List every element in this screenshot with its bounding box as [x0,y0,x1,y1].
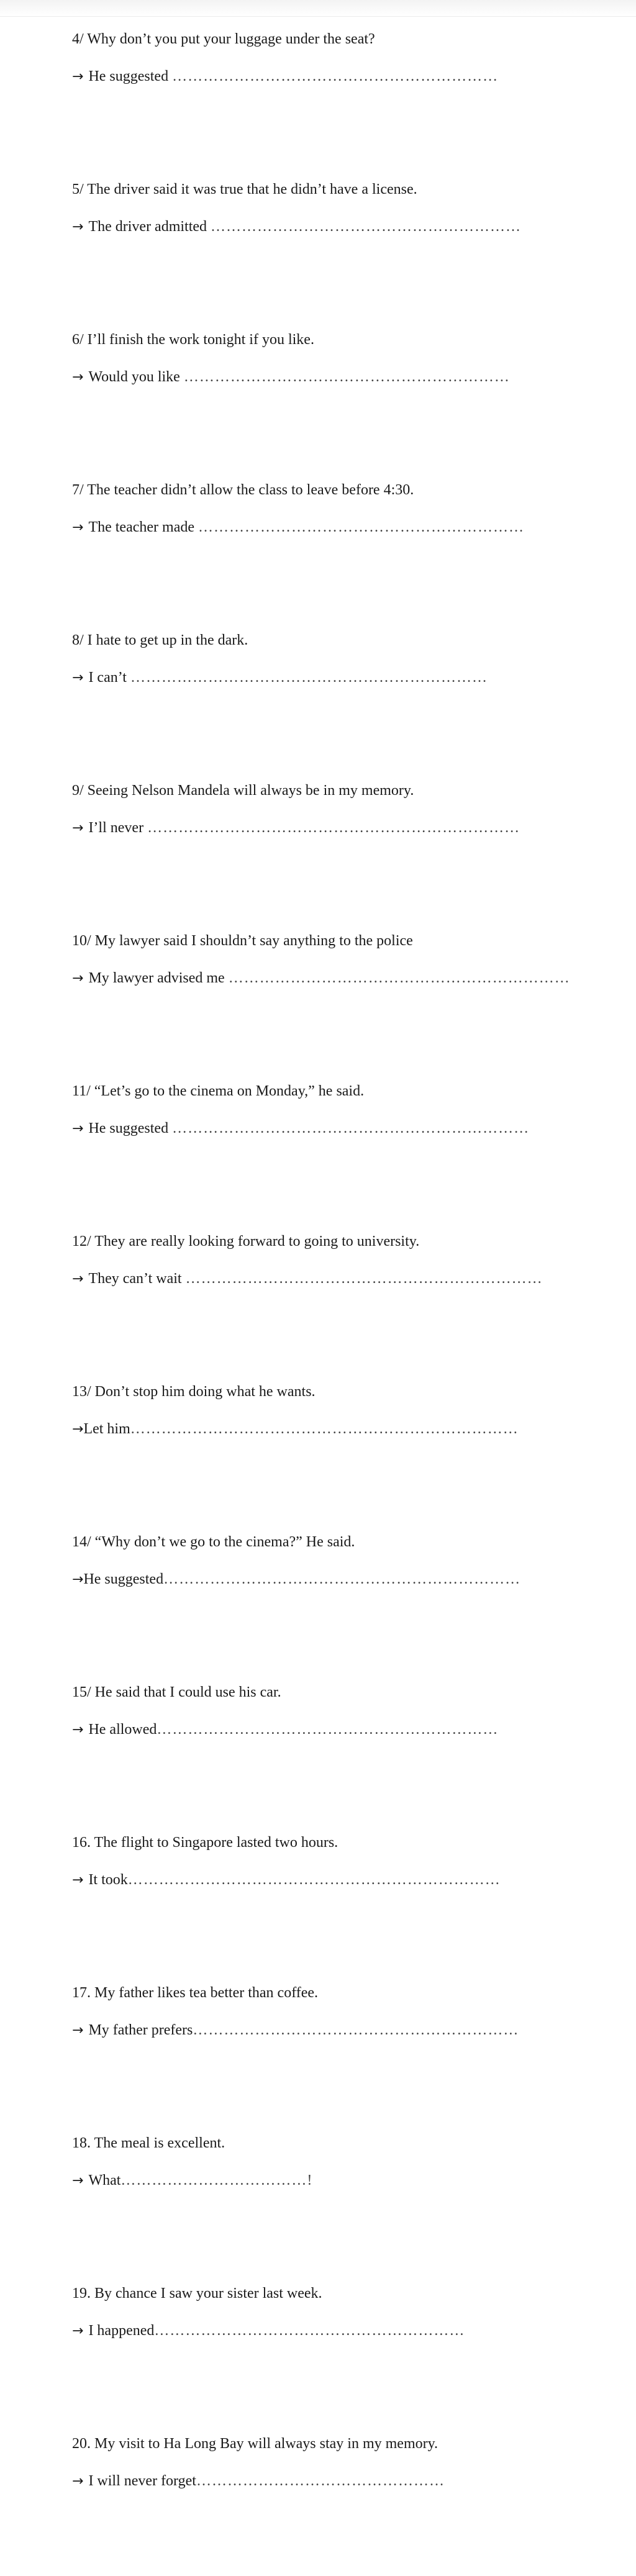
answer-line[interactable] [72,2316,619,2354]
answer-blank[interactable]: ………………………………! [120,2172,313,2188]
answer-stem: I can’t [88,669,127,686]
exercise-item [72,1528,619,1678]
answer-line[interactable] [72,1866,619,1903]
answer-stem: He suggested [88,68,169,84]
exercise-item [72,1227,619,1377]
answer-stem: He suggested [83,1571,164,1587]
answer-blank[interactable]: …………………………………………………………… [163,1571,521,1587]
answer-stem: My father prefers [88,2022,193,2038]
answer-stem: They can’t wait [88,1271,182,1287]
answer-line[interactable] [72,1264,619,1302]
exercise-prompt: 16. The flight to Singapore lasted two hours. [72,1834,338,1851]
exercise-prompt: 20. My visit to Ha Long Bay will always stay in my memory. [72,2436,438,2452]
exercise-item [72,1377,619,1528]
answer-line[interactable] [72,212,619,250]
answer-blank[interactable]: ……………………………………………………… [193,2022,519,2038]
answer-blank[interactable]: …………………………………………………… [211,219,522,235]
exercise-item [72,1828,619,1979]
answer-blank[interactable]: ……………………………………………………………… [147,820,520,836]
answer-line[interactable] [72,2467,619,2505]
answer-line[interactable] [72,1565,619,1603]
answer-line[interactable] [72,2016,619,2054]
answer-blank[interactable]: ……………………………………………………… [198,519,524,535]
exercise-prompt: 12/ They are really looking forward to going to university. [72,1233,420,1249]
exercise-prompt: 6/ I’ll finish the work tonight if you like. [72,332,314,348]
exercise-prompt: 13/ Don’t stop him doing what he wants. [72,1384,316,1400]
answer-stem: It took [88,1872,128,1888]
exercise-prompt: 9/ Seeing Nelson Mandela will always be in my memory. [72,782,414,799]
exercise-item [72,776,619,927]
arrow-icon: → [72,69,84,84]
exercise-prompt: 4/ Why don’t you put your luggage under the seat? [72,31,375,47]
exercise-prompt: 5/ The driver said it was true that he didn’t have a license. [72,181,417,197]
exercise-item [72,476,619,626]
answer-blank[interactable]: …………………………………………………………… [172,1120,530,1136]
answer-stem: Let him [83,1421,130,1437]
answer-line[interactable] [72,964,619,1002]
arrow-icon: → [72,1572,84,1587]
exercise-item [72,2429,619,2576]
answer-stem: He allowed [88,1721,157,1738]
exercise-item [72,1678,619,1828]
arrow-icon: → [72,2173,84,2188]
arrow-icon: → [72,670,84,686]
answer-stem: I’ll never [88,820,144,836]
arrow-icon: → [72,820,84,836]
arrow-icon: → [72,1271,84,1287]
answer-blank[interactable]: …………………………………………………… [154,2323,465,2339]
arrow-icon: → [72,2323,84,2339]
answer-line[interactable] [72,1415,619,1453]
answer-stem: The driver admitted [88,219,207,235]
answer-line[interactable] [72,2166,619,2204]
page-top-edge [0,0,636,17]
answer-stem: I happened [88,2323,155,2339]
answer-line[interactable] [72,1715,619,1753]
answer-line[interactable] [72,62,619,100]
exercise-item [72,25,619,175]
answer-line[interactable] [72,363,619,401]
answer-blank[interactable]: ………………………………………………………… [228,970,570,986]
answer-stem: My lawyer advised me [88,970,225,986]
answer-blank[interactable]: ………………………………………………………………… [130,1421,519,1437]
answer-blank[interactable]: …………………………………………………………… [185,1271,543,1287]
exercise-item [72,175,619,325]
answer-stem: The teacher made [88,519,194,535]
exercise-prompt: 10/ My lawyer said I shouldn’t say anything to the police [72,933,413,949]
arrow-icon: → [72,971,84,986]
arrow-icon: → [72,1872,84,1888]
answer-line[interactable] [72,814,619,851]
exercise-prompt: 8/ I hate to get up in the dark. [72,632,248,648]
answer-blank[interactable]: ………………………………………… [196,2473,445,2489]
answer-line[interactable] [72,513,619,551]
arrow-icon: → [72,370,84,385]
arrow-icon: → [72,2474,84,2489]
exercise-item [72,927,619,1077]
answer-line[interactable] [72,1114,619,1152]
arrow-icon: → [72,1422,84,1437]
exercise-item [72,2279,619,2429]
answer-blank[interactable]: …………………………………………………………… [130,669,488,686]
answer-line[interactable] [72,663,619,701]
answer-stem: I will never forget [88,2473,196,2489]
exercise-item [72,2129,619,2279]
arrow-icon: → [72,520,84,535]
exercise-prompt: 11/ “Let’s go to the cinema on Monday,” he said. [72,1083,365,1099]
answer-stem: Would you like [88,369,180,385]
arrow-icon: → [72,1722,84,1738]
exercise-item [72,626,619,776]
answer-blank[interactable]: ……………………………………………………………… [127,1872,501,1888]
exercise-prompt: 7/ The teacher didn’t allow the class to leave before 4:30. [72,482,414,498]
answer-blank[interactable]: ………………………………………………………… [157,1721,499,1738]
exercise-item [72,325,619,476]
arrow-icon: → [72,1121,84,1136]
exercise-prompt: 17. My father likes tea better than coffee. [72,1985,319,2001]
arrow-icon: → [72,219,84,235]
exercise-prompt: 19. By chance I saw your sister last week. [72,2285,322,2302]
arrow-icon: → [72,2023,84,2038]
exercise-prompt: 14/ “Why don’t we go to the cinema?” He said. [72,1534,355,1550]
answer-stem: He suggested [88,1120,169,1136]
exercise-prompt: 15/ He said that I could use his car. [72,1684,281,1700]
answer-blank[interactable]: ……………………………………………………… [183,369,510,385]
answer-blank[interactable]: ……………………………………………………… [172,68,499,84]
answer-stem: What [88,2172,121,2188]
worksheet [72,25,619,2576]
exercise-prompt: 18. The meal is excellent. [72,2135,225,2151]
exercise-item [72,1979,619,2129]
exercise-item [72,1077,619,1227]
